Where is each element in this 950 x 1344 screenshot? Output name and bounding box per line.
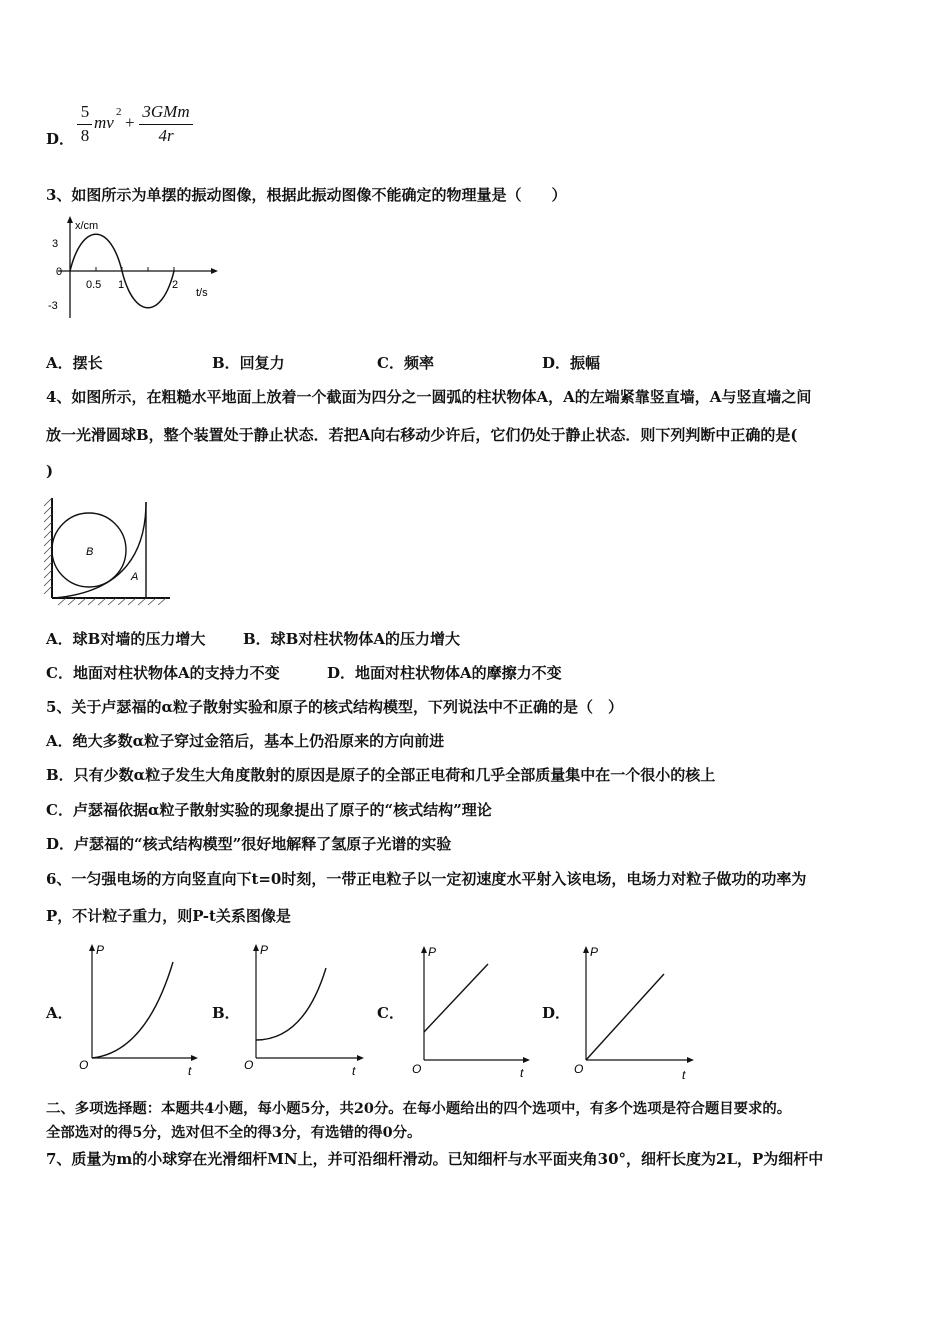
q4-stem-line3: ) <box>46 462 54 480</box>
q3-stem: 3、如图所示为单摆的振动图像，根据此振动图像不能确定的物理量是（ ） <box>46 186 567 204</box>
section2-line1: 二、多项选择题：本题共4小题，每小题5分，共20分。在每小题给出的四个选项中，有多个选项是符合题目要求的。 <box>46 1100 792 1117</box>
x-tick-2: 2 <box>172 279 179 291</box>
origin-label: O <box>244 1058 254 1072</box>
y-label: P <box>428 945 437 959</box>
x-label: t <box>520 1066 524 1080</box>
frac1-bar <box>77 124 92 125</box>
x-axis-arrow <box>523 1057 530 1063</box>
q4-option-c[interactable]: C．地面对柱状物体A的支持力不变 <box>46 664 280 682</box>
line-with-intercept <box>424 964 488 1032</box>
curve-parabola-with-offset <box>256 968 326 1040</box>
frac1-den: 8 <box>80 126 90 145</box>
q4-option-b[interactable]: B．球B对柱状物体A的压力增大 <box>243 630 460 648</box>
origin-label: O <box>574 1062 584 1076</box>
x-axis-arrow <box>211 268 218 274</box>
q3-option-c[interactable]: C．频率 <box>377 354 434 372</box>
label-b: B <box>86 546 94 558</box>
q4-wall-ball-figure <box>42 494 174 606</box>
y-tick-0: 0 <box>56 266 63 278</box>
y-tick-neg3: -3 <box>48 300 58 312</box>
section2-line2: 全部选对的得5分，选对但不全的得3分，有选错的得0分。 <box>46 1124 422 1141</box>
x-label: t <box>682 1068 686 1082</box>
x-axis-arrow <box>357 1055 364 1061</box>
term-power: 2 <box>116 106 122 118</box>
q6-stem-line2: P，不计粒子重力，则P-t关系图像是 <box>46 907 291 925</box>
y-label: P <box>96 943 105 957</box>
y-label: P <box>260 943 269 957</box>
q4-stem-line2: 放一光滑圆球B，整个装置处于静止状态．若把A向右移动少许后，它们仍处于静止状态．则下列判断中正确的是( <box>46 426 798 444</box>
frac2-den: 4r <box>158 126 174 145</box>
y-axis-arrow <box>421 946 427 953</box>
q4-option-a[interactable]: A．球B对墙的压力增大 <box>46 630 206 648</box>
frac2-bar <box>139 124 193 125</box>
q5-option-c[interactable]: C．卢瑟福依据α粒子散射实验的现象提出了原子的“核式结构”理论 <box>46 801 492 819</box>
q6-graph-d[interactable] <box>566 942 696 1082</box>
q6-stem-line1: 6、一匀强电场的方向竖直向下t=0时刻，一带正电粒子以一定初速度水平射入该电场，电场力对粒子做功的功率为 <box>46 870 807 888</box>
term-mv: mv <box>94 113 114 132</box>
x-axis-arrow <box>191 1055 198 1061</box>
q3-oscillation-graph <box>46 214 226 326</box>
q5-option-a[interactable]: A．绝大多数α粒子穿过金箔后，基本上仍沿原来的方向前进 <box>46 732 445 750</box>
ground-hatch <box>58 598 166 605</box>
frac1-num: 5 <box>80 102 90 121</box>
wall-hatch <box>44 498 52 594</box>
q6-graph-c[interactable] <box>402 942 532 1082</box>
curve-parabola-from-origin <box>92 962 173 1058</box>
y-axis-arrow <box>67 216 73 223</box>
origin-label: O <box>79 1058 89 1072</box>
q6-option-c-letter[interactable]: C． <box>377 1004 404 1022</box>
q5-option-b[interactable]: B．只有少数α粒子发生大角度散射的原因是原子的全部正电荷和几乎全部质量集中在一个很小的核上 <box>46 766 716 784</box>
q4-option-d[interactable]: D．地面对柱状物体A的摩擦力不变 <box>327 664 562 682</box>
quarter-arc-a <box>54 502 146 598</box>
q6-option-a-letter[interactable]: A． <box>46 1004 73 1022</box>
x-axis-label: t/s <box>196 287 208 299</box>
line-through-origin <box>586 974 664 1060</box>
label-a: A <box>131 571 139 583</box>
q3-option-a[interactable]: A．摆长 <box>46 354 103 372</box>
x-tick-0.5: 0.5 <box>86 279 102 291</box>
q2-option-d-letter: D． <box>46 130 75 148</box>
q3-option-b[interactable]: B．回复力 <box>212 354 285 372</box>
y-axis-arrow <box>89 944 95 951</box>
frac2-num: 3GMm <box>142 102 190 121</box>
x-axis-arrow <box>687 1057 694 1063</box>
q6-option-b-letter[interactable]: B． <box>212 1004 240 1022</box>
q5-option-d[interactable]: D．卢瑟福的“核式结构模型”很好地解释了氢原子光谱的实验 <box>46 835 452 853</box>
q7-stem-line1: 7、质量为m的小球穿在光滑细杆MN上，并可沿细杆滑动。已知细杆与水平面夹角30°，细杆长度为2L，P为细杆中 <box>46 1150 824 1168</box>
q6-option-d-letter[interactable]: D． <box>542 1004 571 1022</box>
q3-option-d[interactable]: D．振幅 <box>542 354 601 372</box>
y-axis-arrow <box>583 946 589 953</box>
origin-label: O <box>412 1062 422 1076</box>
x-label: t <box>352 1064 356 1078</box>
q6-graph-a[interactable] <box>70 940 200 1080</box>
x-label: t <box>188 1064 192 1078</box>
q5-stem: 5、关于卢瑟福的α粒子散射实验和原子的核式结构模型，下列说法中不正确的是（ ） <box>46 698 623 716</box>
y-label: P <box>590 945 599 959</box>
y-axis-arrow <box>253 944 259 951</box>
y-axis-label: x/cm <box>75 220 99 232</box>
q6-graph-b[interactable] <box>236 940 366 1080</box>
plus-sign: + <box>125 113 135 132</box>
q4-stem-line1: 4、如图所示，在粗糙水平地面上放着一个截面为四分之一圆弧的柱状物体A，A的左端紧靠竖直墙，A与竖直墙之间 <box>46 388 812 406</box>
x-tick-1: 1 <box>118 279 125 291</box>
y-tick-3: 3 <box>52 238 59 250</box>
